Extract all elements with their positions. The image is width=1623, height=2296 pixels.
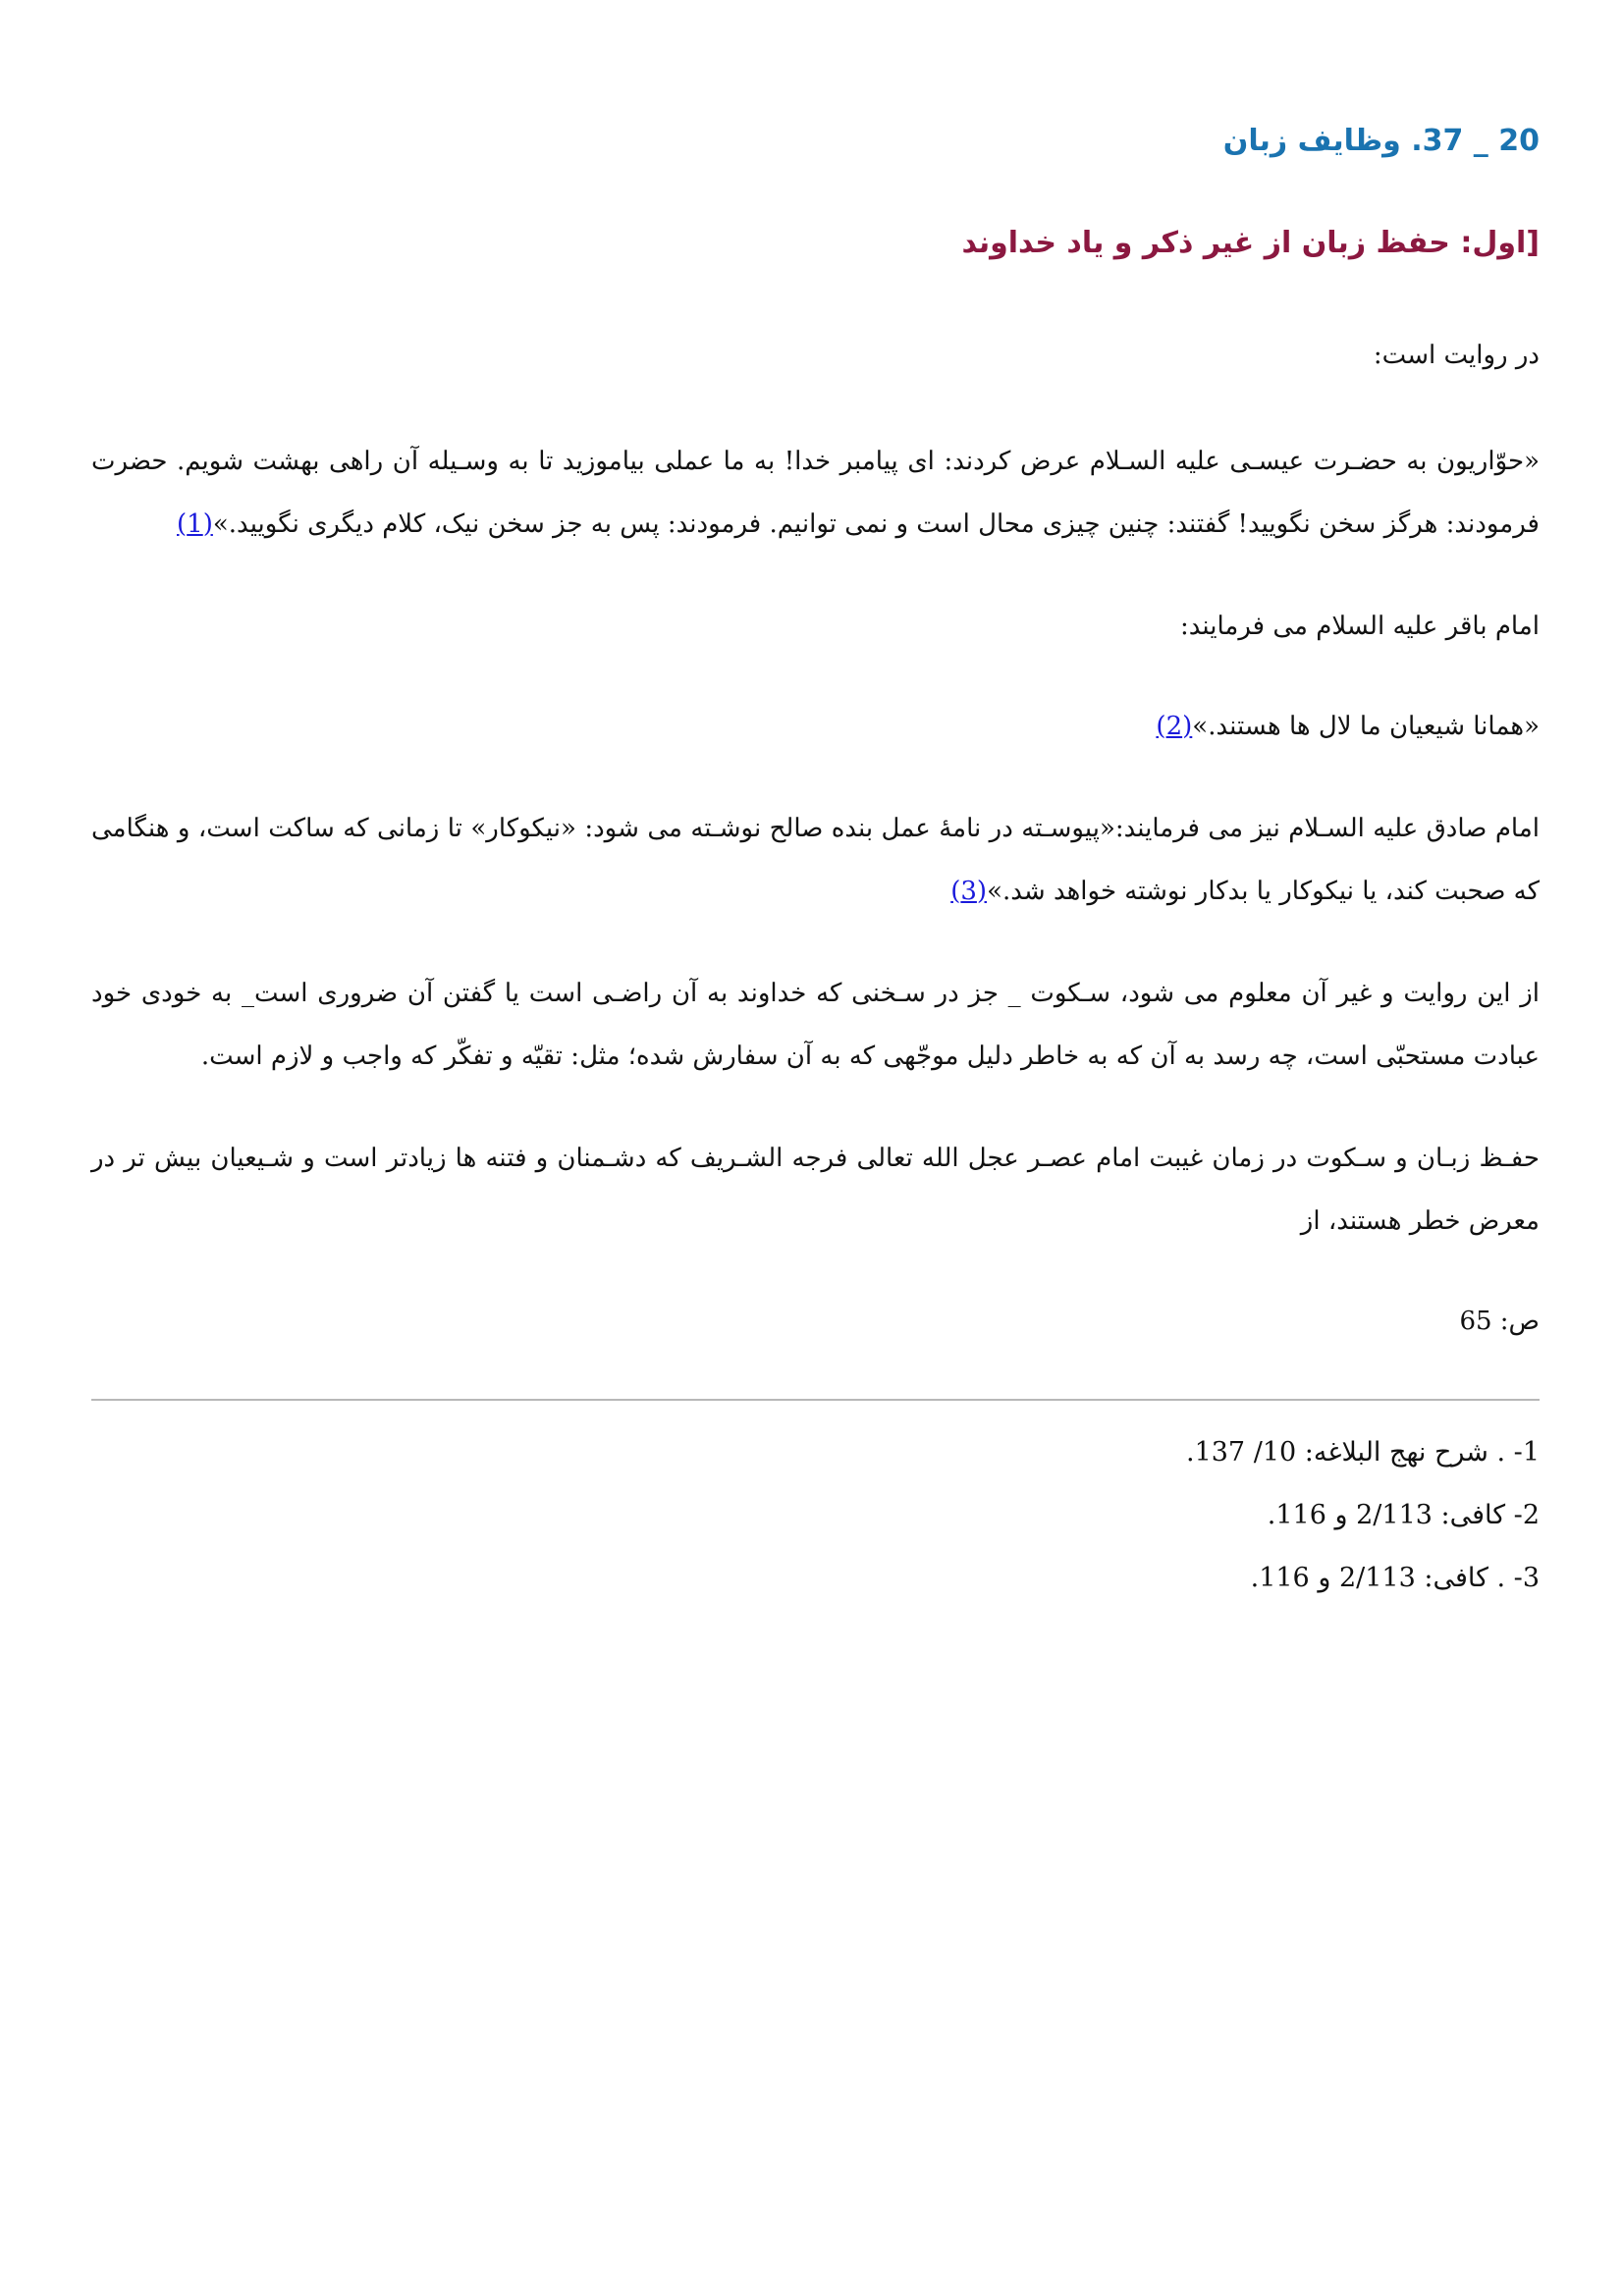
quote1-paragraph (91, 430, 1540, 556)
paragraph-occultation-text: حفـظ زبـان و سـکوت در زمان غیبت امام عصـر عجل الله تعالی فرجه الشـریف که دشـمنان و فتنه ها زیادتر است و شـیعیان بیش تر در معرض خطر هستند، از (91, 1144, 1540, 1236)
quote2-paragraph (91, 695, 1540, 758)
subsection-heading: [اول: حفظ زبان از غیر ذکر و یاد خداوند (961, 226, 1540, 260)
paragraph-occultation (91, 1127, 1540, 1253)
footnote-item: 3- . کافی: 2/113 و 116. (1250, 1563, 1540, 1593)
page-number-text: ص: 65 (1459, 1307, 1540, 1336)
footnote-item: 1- . شرح نهج البلاغه: 10/ 137. (1185, 1437, 1540, 1468)
section-heading: 20 _ 37. وظایف زبان (1222, 124, 1540, 158)
quote3-text: امام صادق علیه السـلام نیز می فرمایند:«پیوسـته در نامۀ عمل بنده صالح نوشـته می شود: «نیکوکار» تا زمانی که ساکت است، و هنگامی که صحبت کند، یا نیکوکار یا بدکار نوشته خواهد شد.» (91, 814, 1540, 906)
quote3-paragraph (91, 797, 1540, 923)
footnote-ref-2[interactable]: (2) (1156, 712, 1193, 741)
intro-text: در روایت است: (1373, 341, 1540, 370)
page-number (91, 1290, 1540, 1353)
imam-baqir-intro-text: امام باقر علیه السلام می فرمایند: (1180, 612, 1540, 641)
imam-baqir-intro-paragraph (91, 595, 1540, 658)
footnote-ref-1[interactable]: (1) (177, 509, 213, 539)
footnote-ref-3[interactable]: (3) (950, 877, 988, 906)
paragraph-silence (91, 962, 1540, 1088)
quote1-text: «حوّاریون به حضـرت عیسـی علیه السـلام عرض کردند: ای پیامبر خدا! به ما عملی بیاموزید تا به وسـیله آن راهی بهشت شویم. حضرت فرمودند: هرگز سخن نگویید! گفتند: چنین چیزی محال است و نمی توانیم. فرمودند: پس به جز سخن نیک، کلام دیگری نگویید.» (91, 447, 1540, 539)
quote2-text: «همانا شیعیان ما لال ها هستند.» (1192, 712, 1540, 741)
intro-paragraph (91, 324, 1540, 387)
footnote-divider (91, 1399, 1540, 1401)
footnote-item: 2- کافی: 2/113 و 116. (1267, 1500, 1540, 1530)
footnote-list (91, 1421, 1540, 1610)
paragraph-silence-text: از این روایت و غیر آن معلوم می شود، سـکوت _ جز در سـخنی که خداوند به آن راضـی است یا گفتن آن ضروری است_ به خودی خود عبادت مستحبّی است، چه رسد به آن که به خاطر دلیل موجّهی که به آن سفارش شده؛ مثل: تقیّه و تفکّر که واجب و لازم است. (91, 979, 1540, 1071)
